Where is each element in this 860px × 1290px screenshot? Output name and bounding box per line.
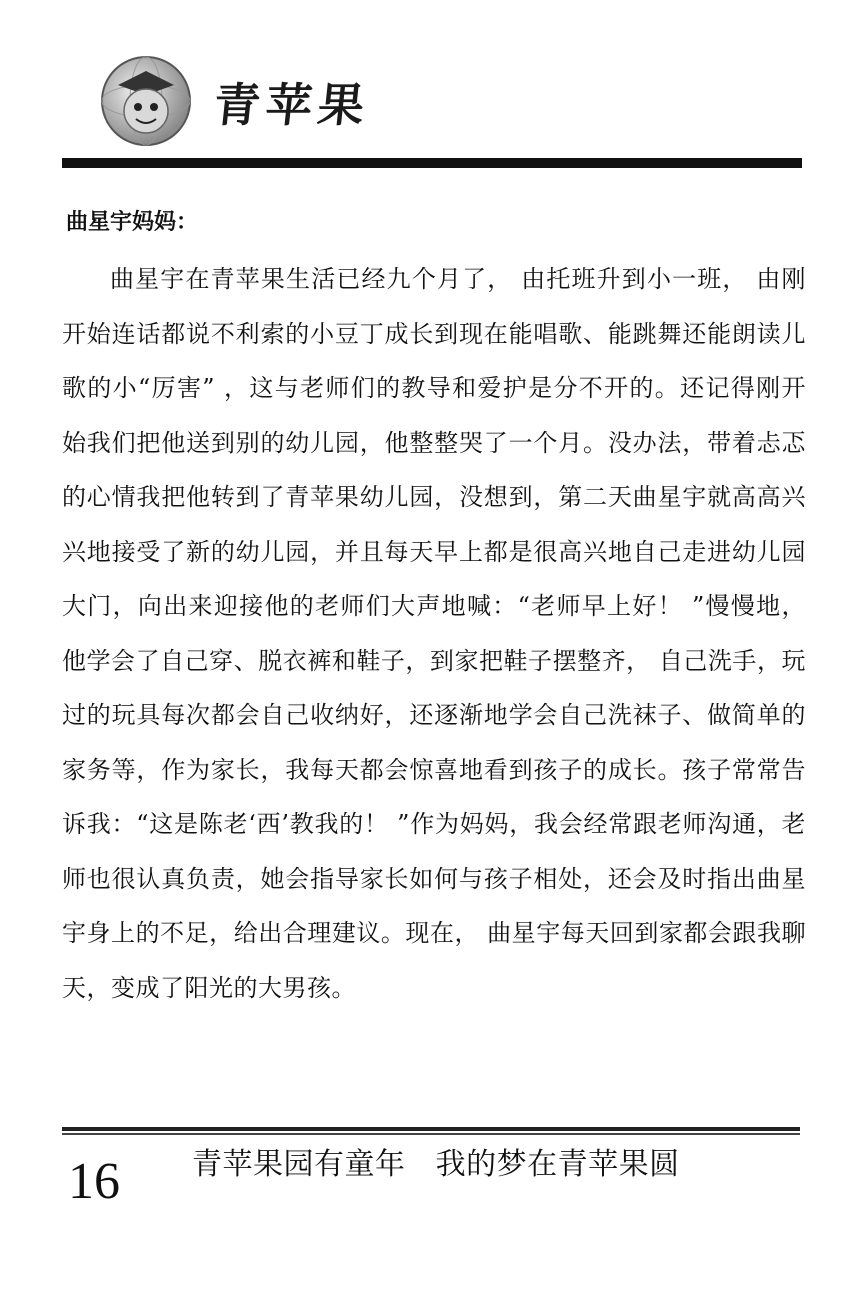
article-paragraph: 曲星宇在青苹果生活已经九个月了， 由托班升到小一班， 由刚开始连话都说不利索的小豆丁成长到现在能唱歌、能跳舞还能朗读儿歌的小“厉害” ，这与老师们的教导和爱护是分不开的。还记得刚开始我们把他送到别的幼儿园，他整整哭了一个月。没办法，带着忐忑的心情我把他转到了青苹果幼儿园，没想到，第二天曲星宇就高高兴兴地接受了新的幼儿园，并且每天早上都是很高兴地自己走进幼儿园大门，向出来迎接他的老师们大声地喊：“老师早上好！ ”慢慢地，他学会了自己穿、脱衣裤和鞋子，到家把鞋子摆整齐， 自己洗手，玩过的玩具每次都会自己收纳好，还逐渐地学会自己洗袜子、做简单的家务等，作为家长，我每天都会惊喜地看到孩子的成长。孩子常常告诉我：“这是陈老‘西’教我的！ ”作为妈妈，我会经常跟老师沟通，老师也很认真负责，她会指导家长如何与孩子相处，还会及时指出曲星宇身上的不足，给出合理建议。现在， 曲星宇每天回到家都会跟我聊天，变成了阳光的大男孩。 [62,265,806,1002]
footer-rule [62,1127,800,1131]
article-body [62,252,806,1015]
header-rule [62,158,802,168]
page-number: 16 [68,1153,120,1210]
article-addressee: 曲星宇妈妈： [66,210,199,235]
mascot-logo-icon [100,55,192,147]
footer-slogan: 青苹果园有童年 我的梦在青苹果圆 [192,1147,680,1182]
footer-rule-thin [62,1133,800,1135]
brand-title: 青苹果 [211,78,373,132]
